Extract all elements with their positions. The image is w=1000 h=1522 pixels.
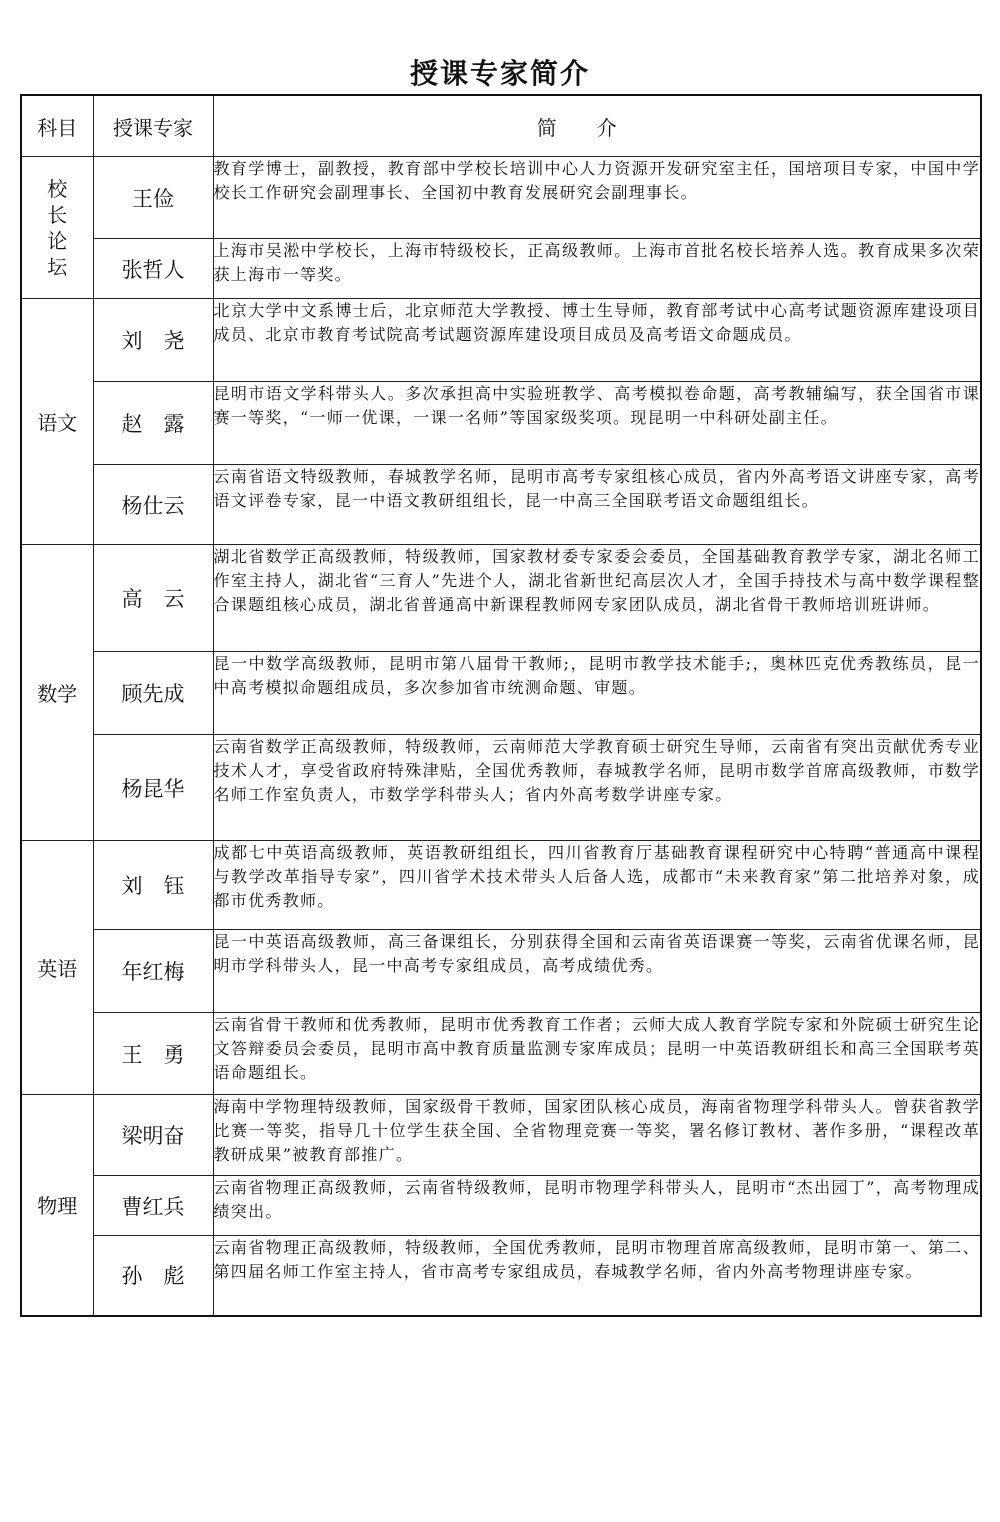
table-row [21,652,981,735]
table-row [21,841,981,930]
expert-name: 刘 尧 [93,299,213,382]
subject-cell: 语文 [21,299,93,545]
table-row [21,382,981,465]
expert-name: 高 云 [93,545,213,652]
table-header-row [21,95,981,157]
expert-intro: 云南省物理正高级教师，特级教师，全国优秀教师，昆明市物理首席高级教师，昆明市第一、第二、第四届名师工作室主持人，省市高考专家组成员，春城教学名师，省内外高考物理讲座专家。 [213,1236,981,1316]
expert-intro: 上海市吴淞中学校长，上海市特级校长，正高级教师。上海市首批名校长培养人选。教育成果多次荣获上海市一等奖。 [213,239,981,299]
table-row [21,1176,981,1236]
expert-name: 王俭 [93,157,213,239]
header-intro: 简介 [213,95,981,157]
table-row [21,465,981,545]
expert-intro: 北京大学中文系博士后，北京师范大学教授、博士生导师，教育部考试中心高考试题资源库建设项目成员、北京市教育考试院高考试题资源库建设项目成员及高考语文命题成员。 [213,299,981,382]
subject-cell: 物理 [21,1095,93,1316]
expert-intro: 云南省物理正高级教师，云南省特级教师，昆明市物理学科带头人，昆明市“杰出园丁”，高考物理成绩突出。 [213,1176,981,1236]
expert-intro: 云南省骨干教师和优秀教师，昆明市优秀教育工作者；云师大成人教育学院专家和外院硕士研究生论文答辩委员会委员，昆明市高中教育质量监测专家库成员；昆明一中英语教研组长和高三全国联考英语命题组长。 [213,1013,981,1095]
table-row [21,545,981,652]
expert-intro: 云南省语文特级教师，春城教学名师，昆明市高考专家组核心成员，省内外高考语文讲座专家，高考语文评卷专家，昆一中语文教研组组长，昆一中高三全国联考语文命题组组长。 [213,465,981,545]
expert-intro: 昆一中数学高级教师，昆明市第八届骨干教师;，昆明市教学技术能手;，奥林匹克优秀教练员，昆一中高考模拟命题组成员，多次参加省市统测命题、审题。 [213,652,981,735]
page-title: 授课专家简介 [409,57,590,90]
table-row [21,157,981,239]
subject-cell: 校长论坛 [21,157,93,299]
table-row [21,735,981,841]
expert-intro: 成都七中英语高级教师，英语教研组组长，四川省教育厅基础教育课程研究中心特聘“普通高中课程与教学改革指导专家”，四川省学术技术带头人后备人选，成都市“未来教育家”第二批培养对象，成都市优秀教师。 [213,841,981,930]
expert-name: 顾先成 [93,652,213,735]
table-row [21,930,981,1013]
expert-name: 赵 露 [93,382,213,465]
expert-name: 孙 彪 [93,1236,213,1316]
expert-intro: 昆明市语文学科带头人。多次承担高中实验班教学、高考模拟卷命题，高考教辅编写，获全国省市课赛一等奖，“一师一优课，一课一名师”等国家级奖项。现昆明一中科研处副主任。 [213,382,981,465]
expert-intro: 湖北省数学正高级教师，特级教师，国家教材委专家委会委员，全国基础教育教学专家，湖北名师工作室主持人，湖北省“三育人”先进个人，湖北省新世纪高层次人才，全国手持技术与高中数学课程整合课题组核心成员，湖北省普通高中新课程教师网专家团队成员，湖北省骨干教师培训班讲师。 [213,545,981,652]
header-expert: 授课专家 [93,95,213,157]
expert-name: 刘 钰 [93,841,213,930]
expert-name: 年红梅 [93,930,213,1013]
expert-name: 张哲人 [93,239,213,299]
expert-intro: 教育学博士，副教授，教育部中学校长培训中心人力资源开发研究室主任，国培项目专家，中国中学校长工作研究会副理事长、全国初中教育发展研究会副理事长。 [213,157,981,239]
table-row [21,1236,981,1316]
table-row [21,239,981,299]
expert-name: 曹红兵 [93,1176,213,1236]
expert-intro: 昆一中英语高级教师，高三备课组长，分别获得全国和云南省英语课赛一等奖，云南省优课名师，昆明市学科带头人，昆一中高考专家组成员，高考成绩优秀。 [213,930,981,1013]
expert-intro: 海南中学物理特级教师，国家级骨干教师，国家团队核心成员，海南省物理学科带头人。曾获省教学比赛一等奖，指导几十位学生获全国、全省物理竞赛一等奖，署名修订教材、著作多册，“课程改革教研成果”被教育部推广。 [213,1095,981,1176]
subject-cell: 英语 [21,841,93,1095]
expert-name: 杨昆华 [93,735,213,841]
expert-name: 王 勇 [93,1013,213,1095]
expert-intro: 云南省数学正高级教师，特级教师，云南师范大学教育硕士研究生导师，云南省有突出贡献优秀专业技术人才，享受省政府特殊津贴，全国优秀教师，春城教学名师，昆明市数学首席高级教师，市数学名师工作室负责人，市数学学科带头人；省内外高考数学讲座专家。 [213,735,981,841]
table-row [21,299,981,382]
expert-name: 杨仕云 [93,465,213,545]
table-row [21,1013,981,1095]
header-subject: 科目 [21,95,93,157]
expert-table [20,94,982,1317]
table-row [21,1095,981,1176]
subject-cell: 数学 [21,545,93,841]
expert-name: 梁明奋 [93,1095,213,1176]
